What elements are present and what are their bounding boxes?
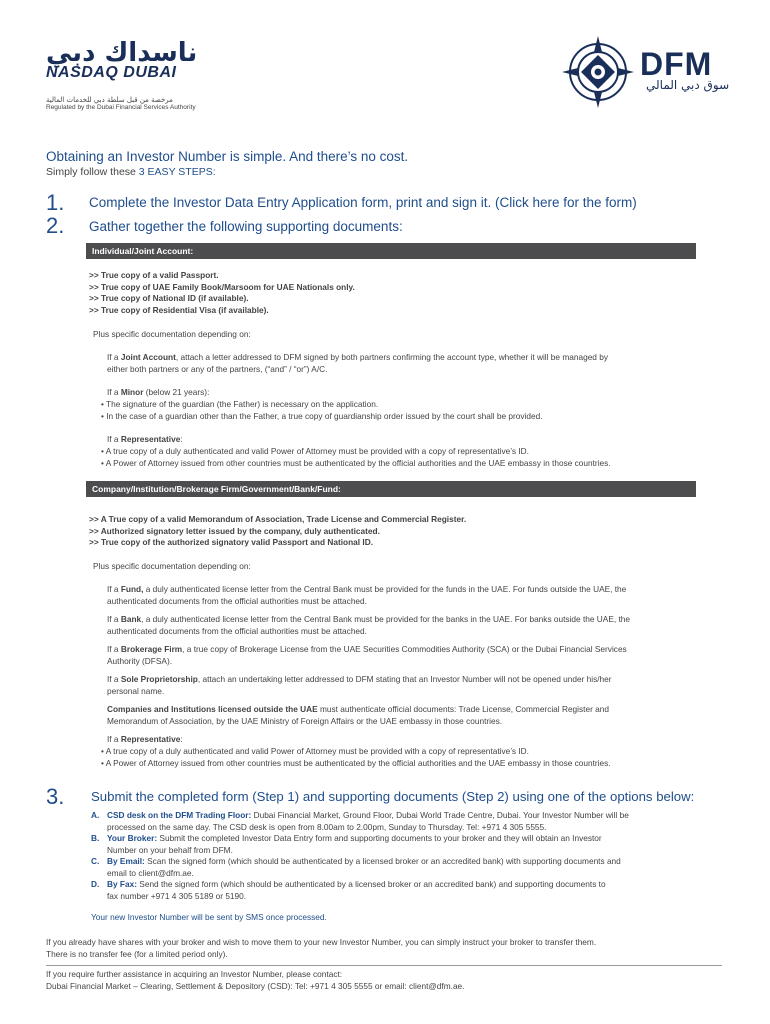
option-title: By Fax: (107, 879, 137, 889)
list-item: >> True copy of the authorized signatory valid Passport and National ID. (89, 537, 373, 548)
option-b (91, 833, 629, 856)
option-title: CSD desk on the DFM Trading Floor: (107, 810, 252, 820)
option-letter: A. (91, 810, 100, 820)
option-letter: D. (91, 879, 100, 889)
representative-label: Representative (120, 434, 181, 444)
text-run: , attach a letter addressed to DFM signed by both partners confirming the account type, whether it will be managed by (175, 352, 608, 362)
text-run: fax number +971 4 305 5189 or 5190. (107, 890, 247, 901)
text-run: , attach an undertaking letter addressed to DFM stating that an Investor Number will not be opened under his/her (197, 674, 612, 684)
footer-contact (46, 969, 464, 992)
representative-bullet-2: • A Power of Attorney issued from other countries must be authenticated by the official authorities and the UAE embassy in those countries. (101, 458, 611, 468)
fund-paragraph (107, 584, 626, 607)
step-2-number: 2. (46, 213, 65, 238)
regulated-arabic: مرخصة من قبل سلطة دبي للخدمات المالية (46, 96, 173, 104)
option-title: By Email: (107, 856, 145, 866)
sole-proprietorship-paragraph (107, 674, 612, 697)
text-run: If a (107, 674, 121, 684)
dfm-logo-text: DFM (640, 46, 713, 82)
intro-subtitle (46, 166, 216, 178)
option-d (91, 879, 629, 902)
representative-bullet-1: • A true copy of a duly authenticated and valid Power of Attorney must be provided with a copy of representative’s ID. (101, 446, 529, 456)
text-run: There is no transfer fee (for a limited period only). (46, 948, 228, 959)
list-item: >> A True copy of a valid Memorandum of Association, Trade License and Commercial Register. (89, 514, 467, 524)
outside-uae-label: Companies and Institutions licensed outside the UAE (107, 704, 318, 714)
step-1-link[interactable]: Complete the Investor Data Entry Application form, print and sign it. (Click here for the form) (89, 195, 637, 210)
list-item: >> True copy of UAE Family Book/Marsoom for UAE Nationals only. (89, 281, 355, 292)
minor-heading (107, 387, 209, 399)
step-2-text: Gather together the following supporting documents: (89, 219, 403, 234)
bank-paragraph (107, 614, 630, 637)
text-run: Dubai Financial Market – Clearing, Settlement & Depository (CSD): Tel: +971 4 305 5555 or email: client@dfm.ae. (46, 980, 465, 991)
text-run: If a (107, 734, 121, 744)
brokerage-label: Brokerage Firm (120, 644, 183, 654)
text-run: If a (107, 584, 121, 594)
text-run: Scan the signed form (which should be authenticated by a licensed broker or an accredited bank) with supporting documents and (144, 856, 621, 866)
fund-label: Fund, (120, 584, 144, 594)
dfm-emblem-icon (560, 34, 636, 110)
text-run: : (180, 434, 183, 444)
text-run: authenticated documents from the official authorities must be attached. (107, 595, 367, 606)
text-run: Submit the completed Investor Data Entry form and supporting documents to your broker and they will obtain an Investor (157, 833, 602, 843)
text-run: If a (107, 614, 121, 624)
step-3-text: Submit the completed form (Step 1) and supporting documents (Step 2) using one of the options below: (91, 789, 695, 804)
minor-bullet-1: • The signature of the guardian (the Father) is necessary on the application. (101, 399, 379, 409)
nasdaq-dubai-logo-text: NASDAQ DUBAI (46, 64, 177, 81)
text-run: If a (107, 352, 121, 362)
company-plus-text: Plus specific documentation depending on: (93, 561, 251, 571)
joint-account-label: Joint Account (120, 352, 176, 362)
text-run: Authority (DFSA). (107, 655, 173, 666)
option-letter: C. (91, 856, 100, 866)
dfm-arabic-name: سوق دبي المالي (646, 78, 730, 92)
text-run: Dubai Financial Market, Ground Floor, Dubai World Trade Centre, Dubai. Your Investor Number will be (251, 810, 629, 820)
sms-note: Your new Investor Number will be sent by SMS once processed. (91, 912, 327, 922)
option-title: Your Broker: (107, 833, 158, 843)
company-representative-bullet-2: • A Power of Attorney issued from other countries must be authenticated by the official authorities and the UAE embassy in those countries. (101, 758, 611, 768)
list-item: >> True copy of Residential Visa (if available). (89, 305, 269, 316)
text-run: : (180, 734, 183, 744)
text-run: Number on your behalf from DFM. (107, 844, 233, 855)
text-run: either both partners or any of the partners, (“and” / “or”) A/C. (107, 363, 328, 374)
list-item: >> True copy of a valid Passport. (89, 270, 219, 280)
text-run: If a (107, 644, 121, 654)
intro-sub-prefix: Simply follow these (46, 166, 139, 178)
list-item: >> Authorized signatory letter issued by the company, duly authenticated. (89, 525, 380, 536)
text-run: , a duly authenticated license letter from the Central Bank must be provided for the banks in the UAE. For banks outside the UAE, the (141, 614, 631, 624)
minor-bullet-2: • In the case of a guardian other than the Father, a true copy of guardianship order issued by the court shall be provided. (101, 411, 543, 421)
submission-options-list (91, 810, 629, 902)
transfer-note (46, 937, 596, 960)
option-letter: B. (91, 833, 100, 843)
step-3-number: 3. (46, 784, 65, 809)
text-run: personal name. (107, 685, 165, 696)
text-run: If you require further assistance in acquiring an Investor Number, please contact: (46, 969, 343, 979)
text-run: Memorandum of Association, by the UAE Ministry of Foreign Affairs or the UAE embassy in those countries. (107, 715, 503, 726)
text-run: (below 21 years): (143, 387, 210, 397)
text-run: , a true copy of Brokerage License from the UAE Securities Commodities Authority (SCA) or the Dubai Financial Services (182, 644, 627, 654)
list-item: >> True copy of National ID (if available). (89, 293, 249, 304)
company-representative-bullet-1: • A true copy of a duly authenticated and valid Power of Attorney must be provided with a copy of representative’s ID. (101, 746, 529, 756)
text-run: Send the signed form (which should be authenticated by a licensed broker or an accredited bank) and supporting documents to (136, 879, 606, 889)
sole-proprietorship-label: Sole Proprietorship (120, 674, 198, 684)
individual-account-heading: Individual/Joint Account: (86, 243, 696, 259)
intro-title: Obtaining an Investor Number is simple. And there’s no cost. (46, 149, 409, 164)
divider (46, 965, 722, 966)
minor-label: Minor (120, 387, 144, 397)
individual-plus-text: Plus specific documentation depending on: (93, 329, 251, 339)
joint-account-paragraph (107, 352, 608, 375)
text-run: processed on the same day. The CSD desk is open from 8.00am to 2.00pm, Sunday to Thursday. Tel: +971 4 305 5555. (107, 821, 547, 832)
text-run: a duly authenticated license letter from the Central Bank must be provided for the funds in the UAE. For funds outside the UAE, the (143, 584, 627, 594)
regulated-english: Regulated by the Dubai Financial Services Authority (46, 104, 196, 111)
company-representative-heading (107, 734, 183, 746)
bank-label: Bank (120, 614, 142, 624)
company-heading: Company/Institution/Brokerage Firm/Government/Bank/Fund: (86, 481, 696, 497)
text-run: If you already have shares with your broker and wish to move them to your new Investor Number, you can simply instruct your broker to transfer them. (46, 937, 597, 947)
text-run: email to client@dfm.ae. (107, 867, 194, 878)
brokerage-paragraph (107, 644, 627, 667)
company-representative-label: Representative (120, 734, 181, 744)
step-1-number: 1. (46, 190, 65, 215)
outside-uae-paragraph (107, 704, 609, 727)
representative-heading (107, 434, 183, 446)
text-run: must authenticate official documents: Trade License, Commercial Register and (317, 704, 609, 714)
company-doc-list (89, 514, 466, 549)
intro-sub-highlight: 3 EASY STEPS: (138, 166, 216, 178)
option-c (91, 856, 629, 879)
text-run: If a (107, 434, 121, 444)
option-a (91, 810, 629, 833)
nasdaq-dubai-logo (46, 64, 176, 82)
text-run: authenticated documents from the official authorities must be attached. (107, 625, 367, 636)
individual-doc-list (89, 270, 355, 317)
text-run: If a (107, 387, 121, 397)
nasdaq-dubai-arabic-logo: ناسداك دبي (46, 38, 198, 68)
